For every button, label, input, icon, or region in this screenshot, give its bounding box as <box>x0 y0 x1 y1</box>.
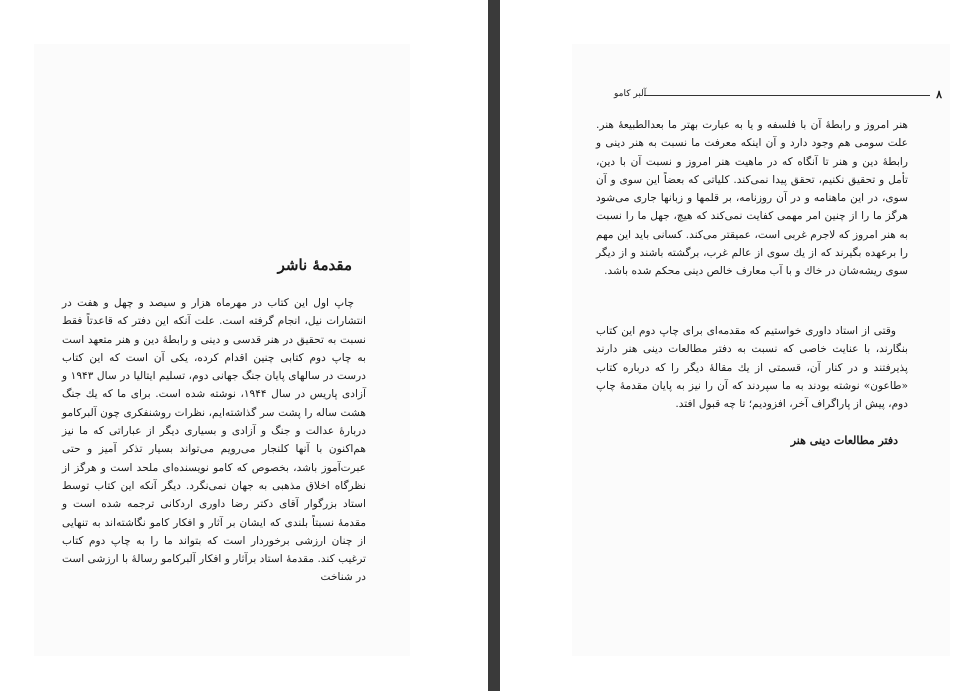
right-page <box>572 44 950 656</box>
running-header <box>614 88 942 102</box>
running-header-author: آلبر کامو <box>614 89 647 99</box>
body-paragraph-1: هنر امروز و رابطهٔ آن با فلسفه و یا به عبارت بهتر ما بعدالطبیعهٔ هنر. علت سومی هم وجود دارد و آن اینکه معرفت ما نسبت به هنر دینی و رابطهٔ دین و هنر تا آنگاه که در ماهیت هنر امروز و نسبت آن با دین، تأمل و تحقیق نکنیم، تحقق پیدا نمی‌کند. کلیاتی که بعضاً این سوی و آن سوی، در این ماهنامه و در آن روزنامه، بر قلمها و زبانها جاری می‌شود هرگز ما را از چنین امر مهمی کفایت نمی‌کند که هیچ، جهل ما را نسبت به هنر امروز که لاجرم غربی است، عمیقتر می‌کند. کسانی باید این مهم را برعهده بگیرند که از یك سوی از عالم غرب، برگشته باشند و از دیگر سوی ریشه‌شان در خاك و با آب معارف خالص دینی محکم شده باشد. <box>596 119 908 278</box>
book-spine <box>488 0 500 691</box>
signature: دفتر مطالعات دینی هنر <box>790 434 898 447</box>
left-page <box>34 44 410 656</box>
page-number: ۸ <box>936 88 942 101</box>
header-rule <box>644 95 930 96</box>
page-title: مقدمهٔ ناشر <box>277 256 352 274</box>
preface-paragraph: چاپ اول این کتاب در مهرماه هزار و سیصد و چهل و هفت در انتشارات نیل، انجام گرفته است. علت آنکه این دفتر که قاعدتاً فقط نسبت به تحقیق در هنر قدسی و دینی و رابطهٔ دین و هنر متعهد است به چاپ دوم کتابی چنین اقدام کرده، یکی آن است که این کتاب درست در سالهای پایان جنگ جهانی دوم، تسلیم ایتالیا در سال ۱۹۴۳ و آزادی پاریس در سال ۱۹۴۴، نوشته شده است. برای ما که یك جنگ هشت ساله را پشت سر گذاشته‌ایم، نظرات روشنفکری چون آلبرکامو دربارهٔ عدالت و جنگ و آزادی و بسیاری دیگر از عباراتی که ما نیز هم‌اکنون با آنها کلنجار می‌رویم می‌تواند بسیار تذکر آمیز و حتی عبرت‌آموز باشد، بخصوص که کامو نویسنده‌ای ملحد است و هرگز از نظرگاه اخلاق مذهبی به جهان نمی‌نگرد. دیگر آنکه این کتاب توسط استاد بزرگوار آقای دکتر رضا داوری اردکانی ترجمه شده است و مقدمهٔ نسبتاً بلندی که ایشان بر آثار و افکار کامو نگاشته‌اند به تنهایی از چنان ارزشی برخوردار است که بتواند ما را به چاپ دوم کتاب ترغیب کند. مقدمهٔ استاد برآثار و افکار آلبرکامو رسالهٔ با ارزشی است در شناخت <box>62 297 366 584</box>
body-paragraph-2: وقتی از استاد داوری خواستیم که مقدمه‌ای برای چاپ دوم این کتاب بنگارند، با عنایت خاصی که نسبت به دفتر مطالعات دینی هنر دارند پذیرفتند و در کنار آن، قسمتی از یك مقالهٔ دیگر را که درباره کتاب «طاعون» نوشته بودند به ما سپردند که آن را نیز به پایان مقدمهٔ چاپ دوم، پیش از پاراگراف آخر، افزودیم؛ تا چه قبول افتد. <box>596 325 908 411</box>
